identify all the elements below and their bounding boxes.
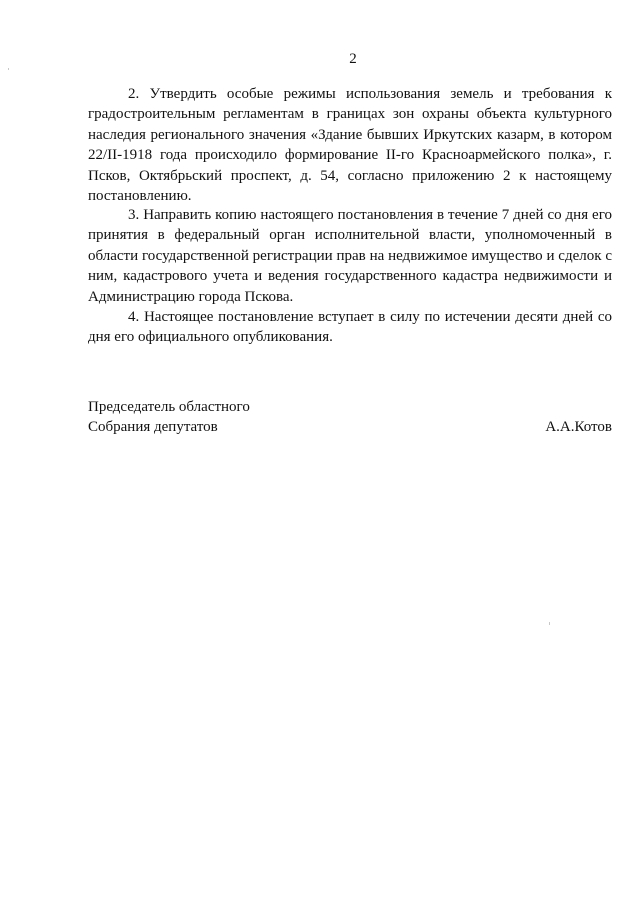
page-number: 2 xyxy=(349,51,357,67)
scan-speck xyxy=(8,68,9,70)
paragraph-item-2: 2. Утвердить особые режимы использования земель и требования к градостроительным регламентам в границах зон охраны объекта культурного наследия регионального значения «Здание бывших Иркутских казарм, в котором 22/II-1918 года происходило формирование II-го Красноармейского полка», г. Псков, Октябрьский проспект, д. 54, согласно приложению 2 к настоящему постановлению. xyxy=(88,86,612,205)
signature-block xyxy=(88,397,612,438)
paragraph-item-4: 4. Настоящее постановление вступает в силу по истечении десяти дней со дня его официального опубликования. xyxy=(88,309,612,346)
signatory-title-line-1: Председатель областного xyxy=(88,399,250,415)
signatory-title-line-2: Собрания депутатов xyxy=(88,419,218,436)
signatory-name: А.А.Котов xyxy=(545,419,612,436)
scan-speck xyxy=(549,622,550,625)
paragraph-item-3: 3. Направить копию настоящего постановления в течение 7 дней со дня его принятия в федеральный орган исполнительной власти, уполномоченный в области государственной регистрации прав на недвижимое имущество и сделок с ним, кадастрового учета и ведения государственного кадастра недвижимости и Администрацию города Пскова. xyxy=(88,207,612,305)
